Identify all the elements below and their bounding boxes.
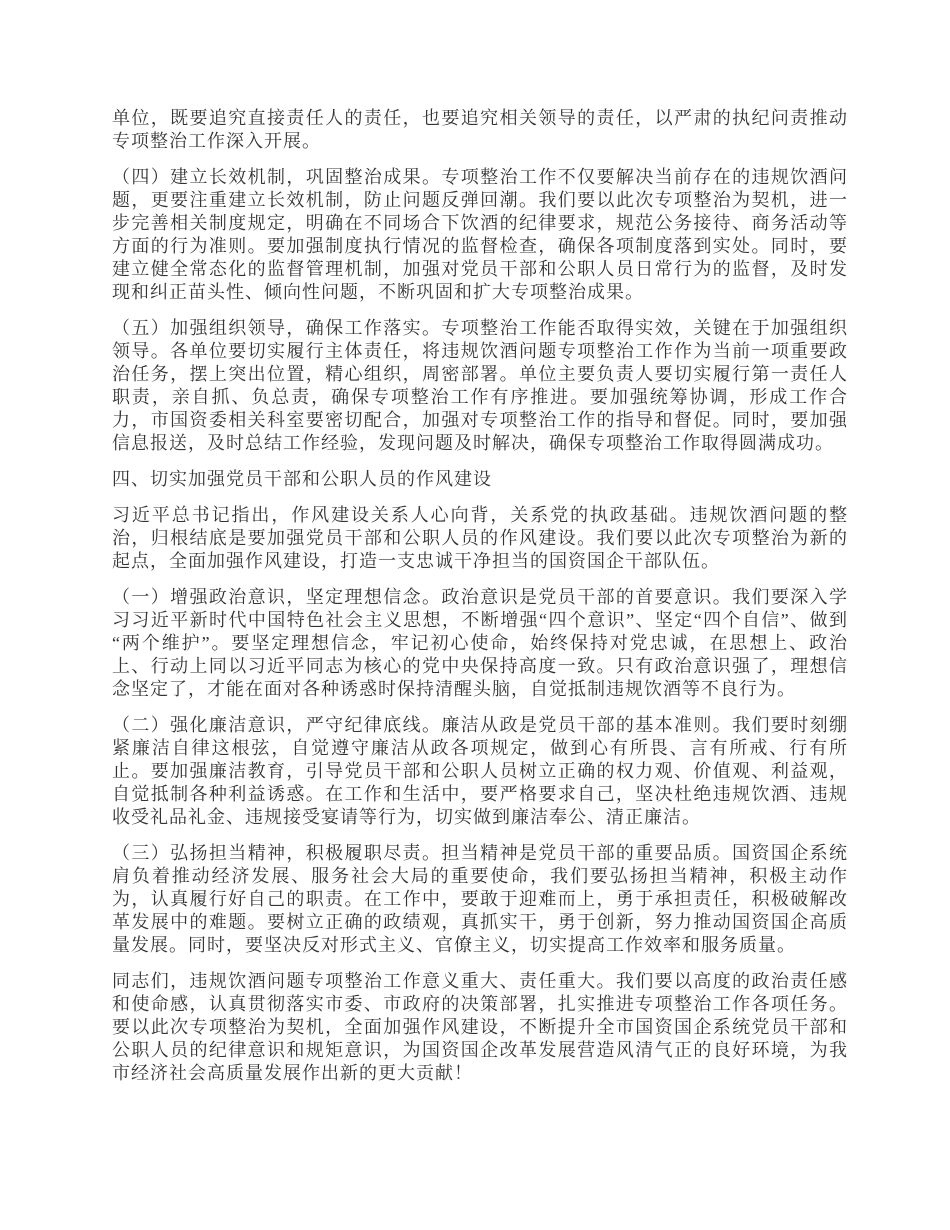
paragraph-item-4: （四）建立长效机制，巩固整治成果。专项整治工作不仅要解决当前存在的违规饮酒问题，更要注重建立长效机制，防止问题反弹回潮。我们要以此次专项整治为契机，进一步完善相关制度规定，明确在不同场合下饮酒的纪律要求，规范公务接待、商务活动等方面的行为准则。要加强制度执行情况的监督检查，确保各项制度落到实处。同时，要建立健全常态化的监督管理机制，加强对党员干部和公职人员日常行为的监督，及时发现和纠正苗头性、倾向性问题，不断巩固和扩大专项整治成果。 (112, 167, 848, 302)
paragraph-intro: 习近平总书记指出，作风建设关系人心向背，关系党的执政基础。违规饮酒问题的整治，归根结底是要加强党员干部和公职人员的作风建设。我们要以此次专项整治为新的起点，全面加强作风建设，打造一支忠诚干净担当的国资国企干部队伍。 (112, 505, 848, 571)
document-body (112, 107, 848, 1085)
paragraph-item-3: （三）弘扬担当精神，积极履职尽责。担当精神是党员干部的重要品质。国资国企系统肩负着推动经济发展、服务社会大局的重要使命，我们要弘扬担当精神，积极主动作为，认真履行好自己的职责。在工作中，要敢于迎难而上，勇于承担责任，积极破解改革发展中的难题。要树立正确的政绩观，真抓实干，勇于创新，努力推动国资国企高质量发展。同时，要坚决反对形式主义、官僚主义，切实提高工作效率和服务质量。 (112, 843, 848, 955)
paragraph-item-1: （一）增强政治意识，坚定理想信念。政治意识是党员干部的首要意识。我们要深入学习习近平新时代中国特色社会主义思想，不断增强“四个意识”、坚定“四个自信”、做到“两个维护”。要坚定理想信念，牢记初心使命，始终保持对党忠诚，在思想上、政治上、行动上同以习近平同志为核心的党中央保持高度一致。只有政治意识强了，理想信念坚定了，才能在面对各种诱惑时保持清醒头脑，自觉抵制违规饮酒等不良行为。 (112, 587, 848, 699)
paragraph-item-5: （五）加强组织领导，确保工作落实。专项整治工作能否取得实效，关键在于加强组织领导。各单位要切实履行主体责任，将违规饮酒问题专项整治工作作为当前一项重要政治任务，摆上突出位置，精心组织，周密部署。单位主要负责人要切实履行第一责任人职责，亲自抓、负总责，确保专项整治工作有序推进。要加强统筹协调，形成工作合力，市国资委相关科室要密切配合，加强对专项整治工作的指导和督促。同时，要加强信息报送，及时总结工作经验，发现问题及时解决，确保专项整治工作取得圆满成功。 (112, 318, 848, 453)
paragraph-closing: 同志们，违规饮酒问题专项整治工作意义重大、责任重大。我们要以高度的政治责任感和使命感，认真贯彻落实市委、市政府的决策部署，扎实推进专项整治工作各项任务。要以此次专项整治为契机，全面加强作风建设，不断提升全市国资国企系统党员干部和公职人员的纪律意识和规矩意识，为国资国企改革发展营造风清气正的良好环境，为我市经济社会高质量发展作出新的更大贡献！ (112, 971, 848, 1083)
section-heading-4: 四、切实加强党员干部和公职人员的作风建设 (112, 469, 492, 489)
paragraph-item-2: （二）强化廉洁意识，严守纪律底线。廉洁从政是党员干部的基本准则。我们要时刻绷紧廉洁自律这根弦，自觉遵守廉洁从政各项规定，做到心有所畏、言有所戒、行有所止。要加强廉洁教育，引导党员干部和公职人员树立正确的权力观、价值观、利益观，自觉抵制各种利益诱惑。在工作和生活中，要严格要求自己，坚决杜绝违规饮酒、违规收受礼品礼金、违规接受宴请等行为，切实做到廉洁奉公、清正廉洁。 (112, 715, 848, 827)
paragraph-continued: 单位，既要追究直接责任人的责任，也要追究相关领导的责任，以严肃的执纪问责推动专项整治工作深入开展。 (112, 108, 848, 151)
